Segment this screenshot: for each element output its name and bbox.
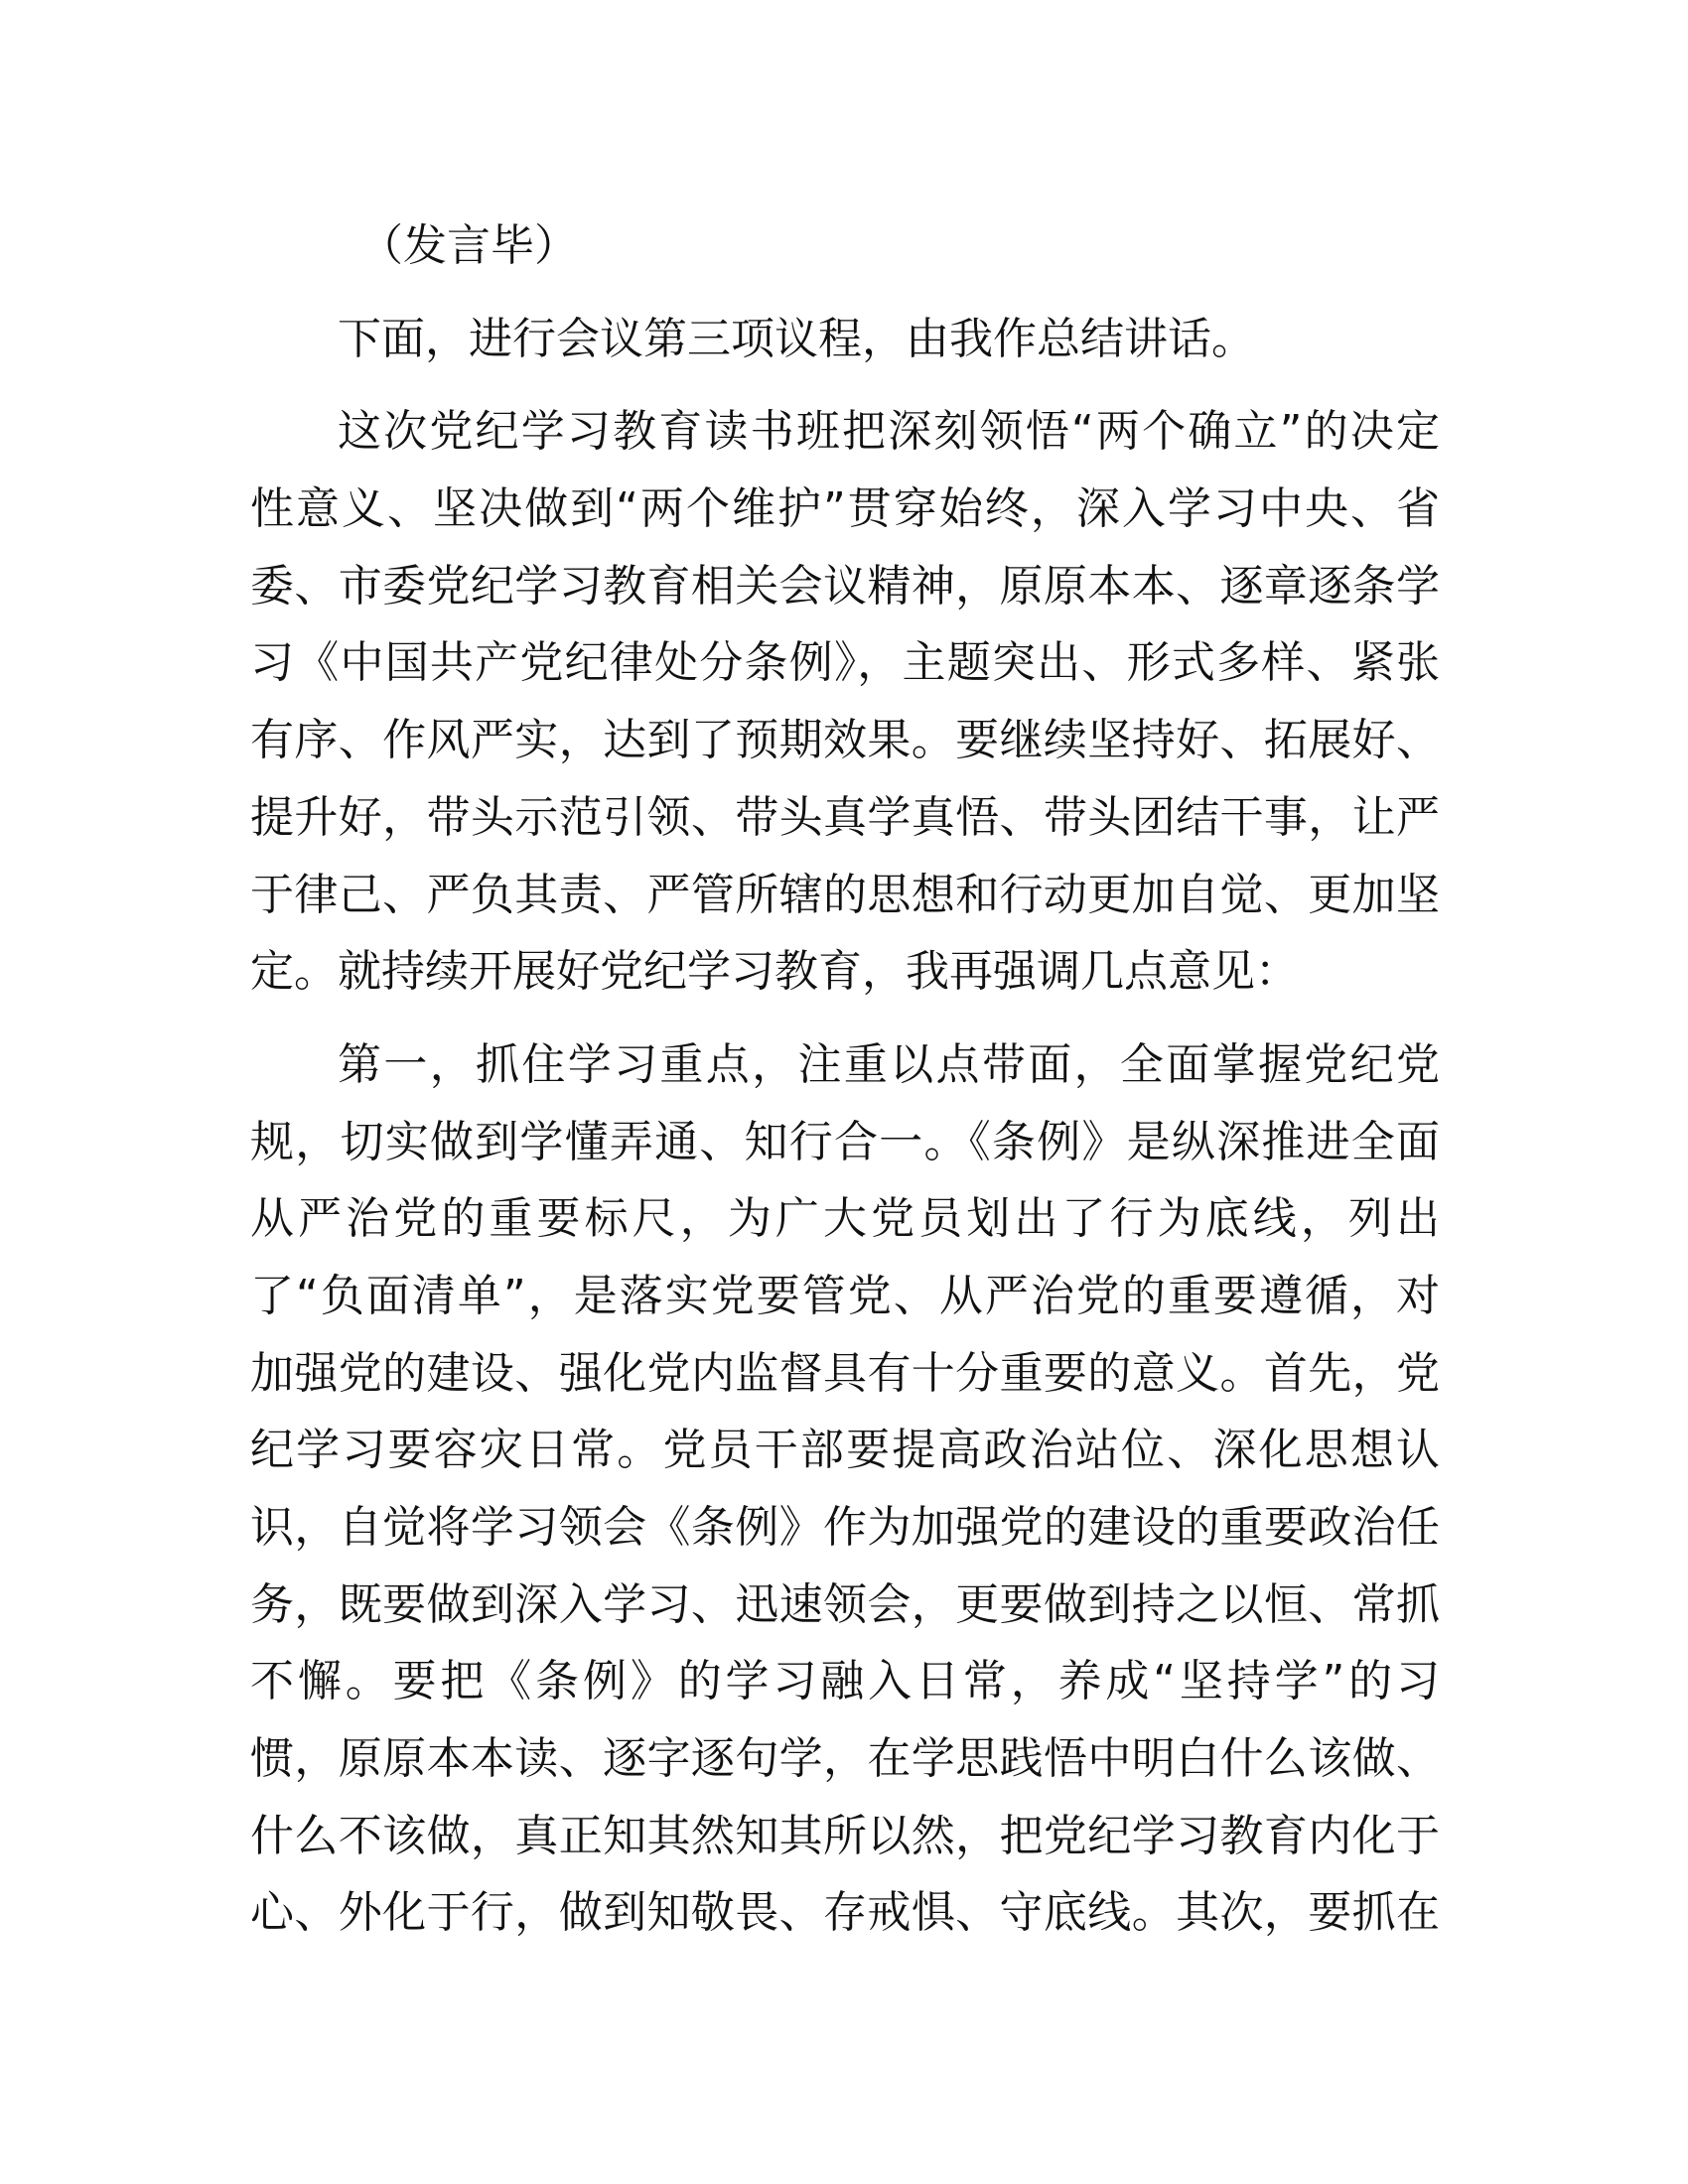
text-line: 下面，进行会议第三项议程，由我作总结讲话。 — [338, 313, 1255, 364]
paragraph-speech-end — [250, 207, 1440, 285]
text-line: 识，自觉将学习领会《条例》作为加强党的建设的重要政治任 — [250, 1502, 1440, 1553]
text-line: 务，既要做到深入学习、迅速领会，更要做到持之以恒、常抓 — [250, 1578, 1440, 1630]
text-line: 第一，抓住学习重点，注重以点带面，全面掌握党纪党 — [338, 1038, 1440, 1090]
text-line: 习《中国共产党纪律处分条例》，主题突出、形式多样、紧张 — [250, 637, 1440, 689]
text-line: 有序、作风严实，达到了预期效果。要继续坚持好、拓展好、 — [250, 715, 1440, 766]
text-line: 提升好，带头示范引领、带头真学真悟、带头团结干事，让严 — [250, 791, 1440, 843]
text-line: 纪学习要容灾日常。党员干部要提高政治站位、深化思想认 — [250, 1425, 1440, 1476]
text-line: 加强党的建设、强化党内监督具有十分重要的意义。首先，党 — [250, 1347, 1440, 1399]
text-line: 不懈。要把《条例》的学习融入日常，养成“坚持学”的习 — [250, 1656, 1440, 1707]
text-line: 委、市委党纪学习教育相关会议精神，原原本本、逐章逐条学 — [250, 560, 1440, 612]
paragraph-agenda — [250, 301, 1440, 378]
paragraph-summary — [250, 393, 1440, 1011]
text-line: 了“负面清单”，是落实党要管党、从严治党的重要遵循，对 — [250, 1270, 1440, 1321]
text-line: 性意义、坚决做到“两个维护”贯穿始终，深入学习中央、省 — [250, 483, 1440, 535]
text-line: 这次党纪学习教育读书班把深刻领悟“两个确立”的决定 — [338, 406, 1440, 458]
text-line: 规，切实做到学懂弄通、知行合一。《条例》是纵深推进全面 — [250, 1116, 1440, 1167]
document-page — [250, 207, 1440, 1968]
text-line: （发言毕） — [359, 220, 578, 271]
text-line: 心、外化于行，做到知敬畏、存戒惧、守底线。其次，要抓在 — [250, 1887, 1440, 1939]
text-line: 什么不该做，真正知其然知其所以然，把党纪学习教育内化于 — [250, 1810, 1440, 1861]
text-line: 定。就持续开展好党纪学习教育，我再强调几点意见： — [250, 946, 1299, 998]
text-line: 惯，原原本本读、逐字逐句学，在学思践悟中明白什么该做、 — [250, 1733, 1440, 1785]
text-line: 于律己、严负其责、严管所辖的思想和行动更加自觉、更加坚 — [250, 869, 1440, 920]
text-line: 从严治党的重要标尺，为广大党员划出了行为底线，列出 — [250, 1193, 1440, 1245]
paragraph-point-one — [250, 1026, 1440, 1952]
